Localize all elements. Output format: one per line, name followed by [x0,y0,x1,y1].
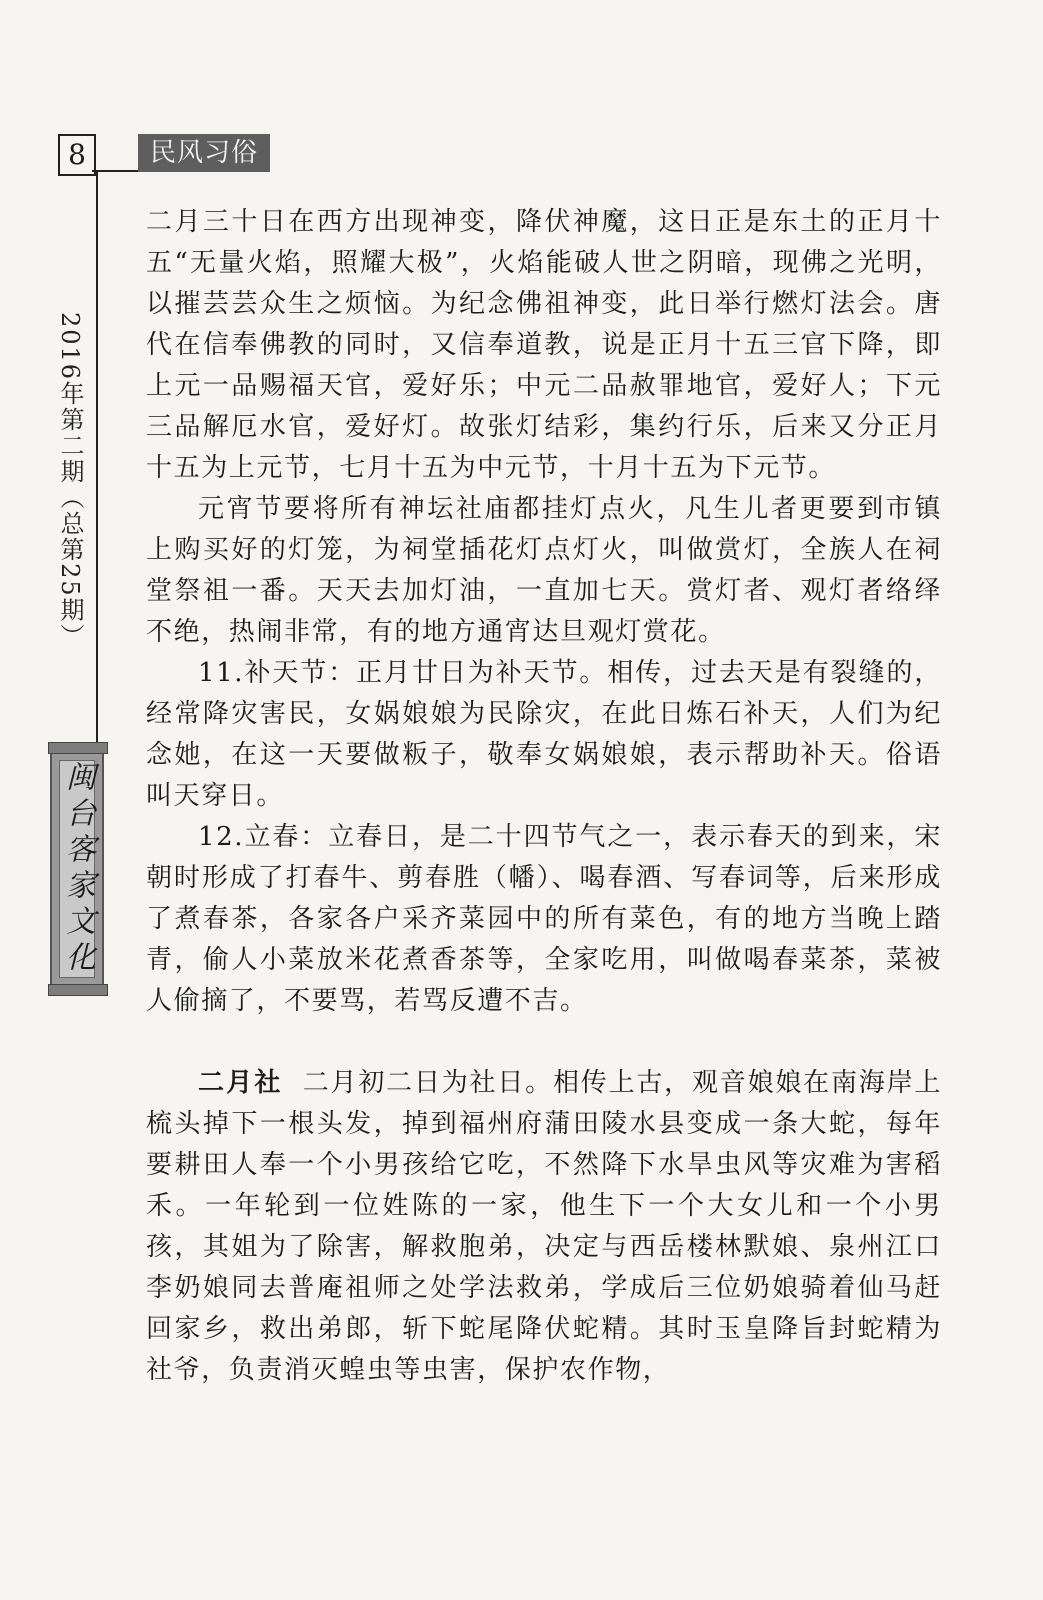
journal-banner [50,748,104,990]
banner-bottom-roller [48,984,108,996]
banner-top-roller [48,742,108,754]
banner-calligraphy: 闽台客家文化 [60,761,95,977]
paragraph-erYueShe [146,1063,942,1391]
paragraph: 12.立春：立春日，是二十四节气之一，表示春天的到来，宋朝时形成了打春牛、剪春胜（幡）、喝春酒、写春词等，后来形成了煮春茶，各家各户采齐菜园中的所有菜色，有的地方当晚上踏青，偷人小菜放米花煮香茶等，全家吃用，叫做喝春菜茶，菜被人偷摘了，不要骂，若骂反遭不吉。 [146,822,942,1016]
margin-rule [96,170,98,750]
section-term: 二月社 [198,1068,283,1098]
paragraph: 二月三十日在西方出现神变，降伏神魔，这日正是东土的正月十五“无量火焰，照耀大极”，火焰能破人世之阴暗，现佛之光明，以摧芸芸众生之烦恼。为纪念佛祖神变，此日举行燃灯法会。唐代在信奉佛教的同时，又信奉道教，说是正月十五三官下降，即上元一品赐福天官，爱好乐；中元二品赦罪地官，爱好人；下元三品解厄水官，爱好灯。故张灯结彩，集约行乐，后来又分正月十五为上元节，七月十五为中元节，十月十五为下元节。 [146,207,942,483]
paragraph-text: 二月初二日为社日。相传上古，观音娘娘在南海岸上梳头掉下一根头发，掉到福州府蒲田陵水县变成一条大蛇，每年要耕田人奉一个小男孩给它吃，不然降下水旱虫风等灾难为害稻禾。一年轮到一位姓陈的一家，他生下一个大女儿和一个小男孩，其姐为了除害，解救胞弟，决定与西岳楼林默娘、泉州江口李奶娘同去普庵祖师之处学法救弟，学成后三位奶娘骑着仙马赶回家乡，救出弟郎，斩下蛇尾降伏蛇精。其时玉皇降旨封蛇精为社爷，负责消灭蝗虫等虫害，保护农作物， [146,1068,942,1385]
issue-info: 2016年第二期（总第25期） [56,312,84,650]
article-body [146,202,942,1391]
paragraph: 11.补天节：正月廿日为补天节。相传，过去天是有裂缝的，经常降灾害民，女娲娘娘为民除灾，在此日炼石补天，人们为纪念她，在这一天要做粄子，敬奉女娲娘娘，表示帮助补天。俗语叫天穿日。 [146,658,942,811]
section-label: 民风习俗 [138,134,270,172]
paragraph: 元宵节要将所有神坛社庙都挂灯点火，凡生儿者更要到市镇上购买好的灯笼，为祠堂插花灯点灯火，叫做赏灯，全族人在祠堂祭祖一番。天天去加灯油，一直加七天。赏灯者、观灯者络绎不绝，热闹非常，有的地方通宵达旦观灯赏花。 [146,494,942,647]
page-number: 8 [58,134,96,176]
banner-panel [59,760,95,978]
